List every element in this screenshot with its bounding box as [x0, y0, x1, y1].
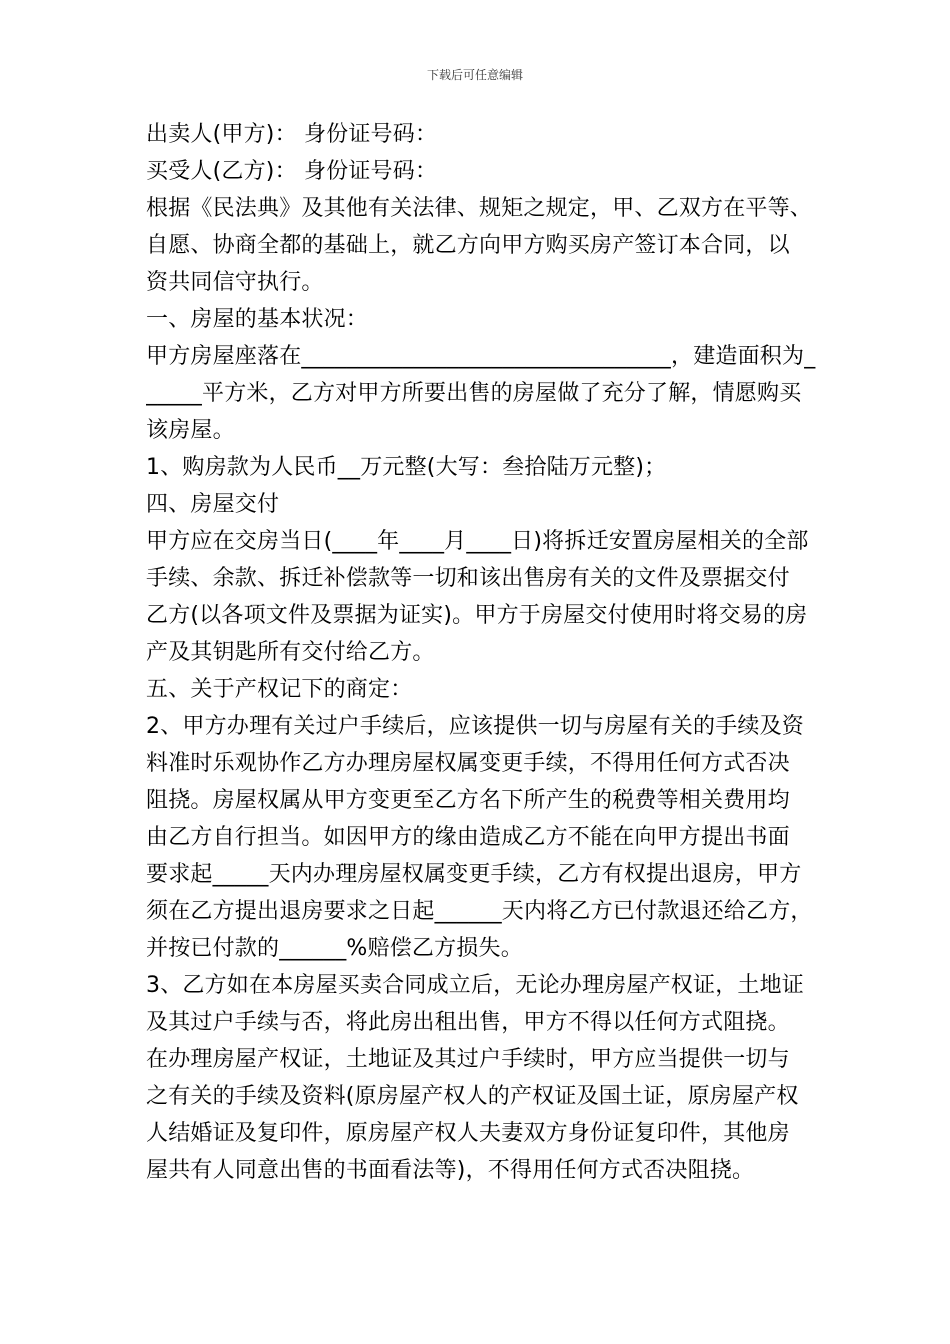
text-line: 该房屋。 [146, 418, 235, 443]
text-line: _____平方米，乙方对甲方所要出售的房屋做了充分了解，情愿购买 [146, 381, 802, 406]
text-line: 人结婚证及复印件，原房屋产权人夫妻双方身份证复印件，其他房 [146, 1121, 790, 1146]
text-line: 3、乙方如在本房屋买卖合同成立后，无论办理房屋产权证，土地证 [146, 973, 804, 998]
text-line: 之有关的手续及资料(原房屋产权人的产权证及国土证，原房屋产权 [146, 1084, 799, 1109]
text-line: 手续、余款、拆迁补偿款等一切和该出售房有关的文件及票据交付 [146, 566, 790, 591]
text-line: 1、购房款为人民币__万元整(大写：叁拾陆万元整)； [146, 455, 667, 480]
text-line: 阻挠。房屋权属从甲方变更至乙方名下所产生的税费等相关费用均 [146, 788, 790, 813]
text-line: 及其过户手续与否，将此房出租出售，甲方不得以任何方式阻挠。 [146, 1010, 790, 1035]
text-line: 由乙方自行担当。如因甲方的缘由造成乙方不能在向甲方提出书面 [146, 825, 790, 850]
text-line: 甲方应在交房当日(____年____月____日)将拆迁安置房屋相关的全部 [146, 529, 809, 554]
text-line: 并按已付款的______%赔偿乙方损失。 [146, 936, 523, 961]
text-line: 买受人(乙方)： 身份证号码： [146, 159, 438, 184]
text-line: 在办理房屋产权证，土地证及其过户手续时，甲方应当提供一切与 [146, 1047, 790, 1072]
section-heading: 五、关于产权记下的商定： [146, 677, 413, 702]
text-line: 根据《民法典》及其他有关法律、规矩之规定，甲、乙双方在平等、 [146, 196, 813, 221]
section-heading: 四、房屋交付 [146, 492, 280, 517]
text-line: 出卖人(甲方)： 身份证号码： [146, 122, 438, 147]
text-line: 料准时乐观协作乙方办理房屋权属变更手续，不得用任何方式否决 [146, 751, 790, 776]
text-line: 乙方(以各项文件及票据为证实)。甲方于房屋交付使用时将交易的房 [146, 603, 808, 628]
section-heading: 一、房屋的基本状况： [146, 307, 369, 332]
text-line: 自愿、协商全都的基础上，就乙方向甲方购买房产签订本合同，以 [146, 233, 790, 258]
text-line: 甲方房屋座落在_________________________________，建造面积为_ [146, 344, 816, 369]
text-line: 2、甲方办理有关过户手续后，应该提供一切与房屋有关的手续及资 [146, 714, 804, 739]
text-line: 资共同信守执行。 [146, 270, 324, 295]
text-line: 要求起_____天内办理房屋权属变更手续，乙方有权提出退房，甲方 [146, 862, 802, 887]
text-line: 屋共有人同意出售的书面看法等)，不得用任何方式否决阻挠。 [146, 1158, 755, 1183]
page-header: 下载后可任意编辑 [426, 68, 523, 82]
document-body [146, 116, 826, 1189]
text-line: 须在乙方提出退房要求之日起______天内将乙方已付款退还给乙方， [146, 899, 813, 924]
text-line: 产及其钥匙所有交付给乙方。 [146, 640, 435, 665]
